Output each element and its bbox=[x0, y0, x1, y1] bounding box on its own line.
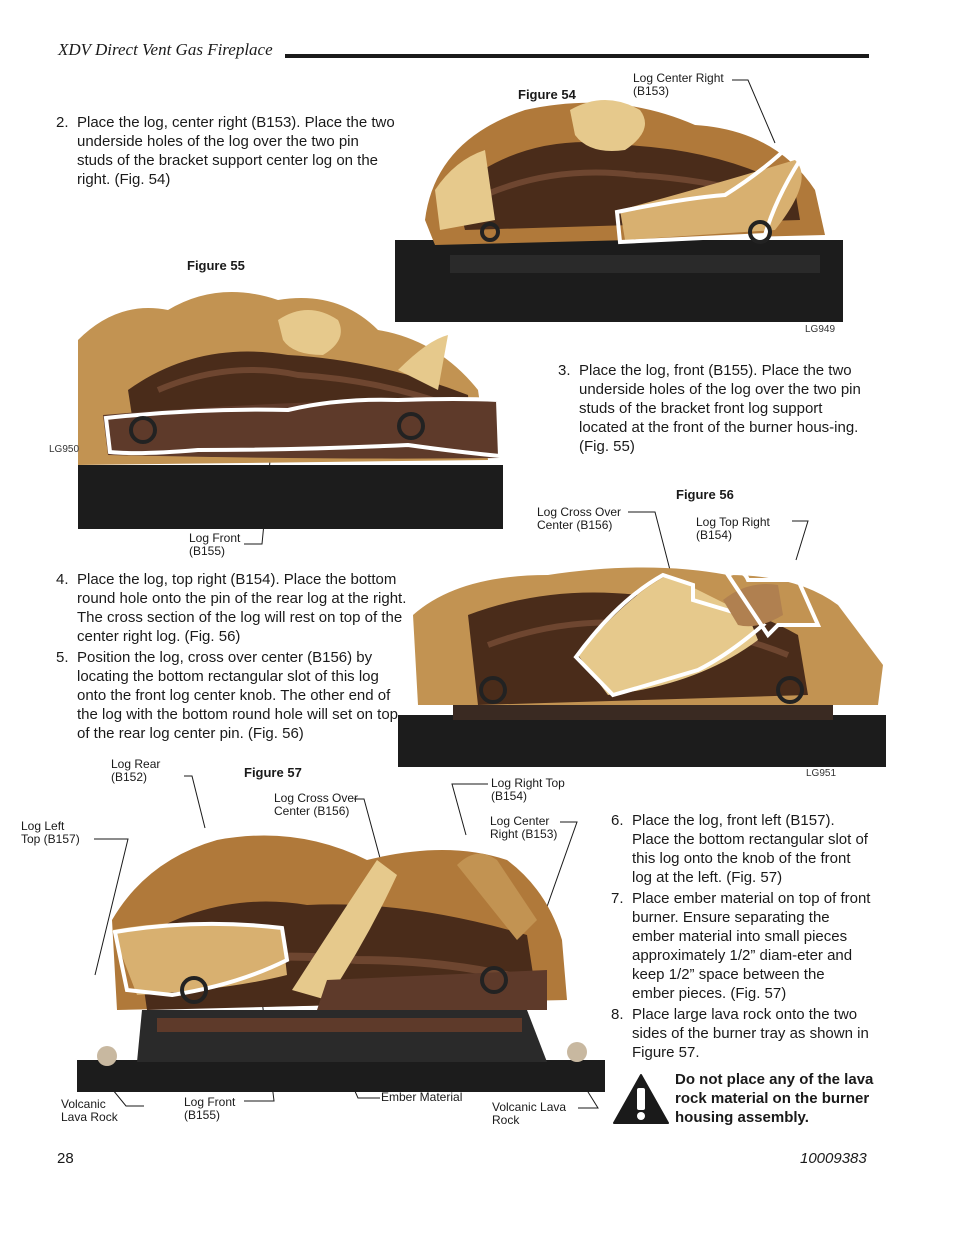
callout-log-rear-57 bbox=[111, 758, 160, 784]
callout-line: Ember Material bbox=[381, 1090, 463, 1104]
callout-log-front-57 bbox=[184, 1096, 235, 1122]
callout-line: Volcanic Lava bbox=[492, 1100, 567, 1114]
callout-log-front-55 bbox=[189, 532, 240, 558]
figure-55-code: LG950 bbox=[49, 444, 80, 455]
callout-line: (B155) bbox=[184, 1108, 221, 1122]
step-text: Place large lava rock onto the two sides of the burner tray as shown in Figure 57. bbox=[632, 1006, 869, 1061]
step-number: 2. bbox=[56, 114, 69, 131]
figure-56-code: LG951 bbox=[806, 768, 837, 779]
callout-log-cross-over-56 bbox=[537, 506, 621, 532]
callout-line: (B154) bbox=[491, 789, 528, 803]
step-number: 8. bbox=[611, 1006, 624, 1023]
callout-line: Log Right Top bbox=[491, 776, 565, 790]
step-number: 3. bbox=[558, 362, 571, 379]
callout-volcanic-lava-rock-right bbox=[492, 1101, 566, 1127]
callout-volcanic-lava-rock-left bbox=[61, 1098, 118, 1124]
callout-line: (B152) bbox=[111, 770, 148, 784]
callout-line: Log Left bbox=[21, 819, 65, 833]
figure-54-code: LG949 bbox=[805, 324, 836, 335]
callout-log-left-top-57 bbox=[21, 820, 80, 846]
step-8 bbox=[611, 1005, 871, 1062]
callout-line: (B155) bbox=[189, 544, 226, 558]
callout-log-right-top-57 bbox=[491, 777, 565, 803]
callout-log-cross-over-57 bbox=[274, 792, 358, 818]
callout-line: Log Center bbox=[490, 814, 550, 828]
step-number: 4. bbox=[56, 571, 69, 588]
page-number: 28 bbox=[57, 1150, 74, 1167]
callout-line: Center (B156) bbox=[537, 518, 613, 532]
figure-57-title: Figure 57 bbox=[244, 765, 302, 780]
callout-line: Log Front bbox=[189, 531, 241, 545]
step-6 bbox=[611, 811, 871, 887]
figure-57-photo bbox=[77, 820, 605, 1092]
callout-line: Volcanic bbox=[61, 1097, 106, 1111]
header-title: XDV Direct Vent Gas Fireplace bbox=[58, 40, 273, 59]
callout-line: Log Top Right bbox=[696, 515, 770, 529]
step-number: 5. bbox=[56, 649, 69, 666]
callout-line: Lava Rock bbox=[61, 1110, 118, 1124]
figure-54-title: Figure 54 bbox=[518, 87, 576, 102]
callout-line: (B153) bbox=[633, 84, 670, 98]
step-text: Place the log, front (B155). Place the two underside holes of the log over the two pin studs of the bracket front log support located at the front of the burner hous-ing. (Fig. 55) bbox=[579, 362, 861, 455]
callout-log-top-right-56 bbox=[696, 516, 770, 542]
callout-line: Log Center Right bbox=[633, 71, 724, 85]
callout-line: Right (B153) bbox=[490, 827, 558, 841]
step-text: Position the log, cross over center (B156) by locating the bottom rectangular slot of this log onto the front log center knob. The other end of the log with the bottom round hole will set on top of the rear log center pin. (Fig. 56) bbox=[77, 649, 399, 742]
figure-55-title: Figure 55 bbox=[187, 258, 245, 273]
warning-text: Do not place any of the lava rock material on the burner housing assembly. bbox=[675, 1071, 874, 1126]
step-text: Place the log, front left (B157). Place the bottom rectangular slot of this log onto the knob of the front log at the left. (Fig. 57) bbox=[632, 812, 868, 886]
step-number: 7. bbox=[611, 890, 624, 907]
callout-line: Log Rear bbox=[111, 757, 161, 771]
figure-55-photo bbox=[78, 280, 503, 529]
callout-line: Log Cross Over bbox=[274, 791, 359, 805]
callout-ember-material bbox=[381, 1091, 462, 1104]
document-number: 10009383 bbox=[800, 1150, 867, 1167]
callout-line: Top (B157) bbox=[21, 832, 80, 846]
callout-line: (B154) bbox=[696, 528, 733, 542]
callout-line: Log Cross Over bbox=[537, 505, 622, 519]
step-text: Place the log, top right (B154). Place the bottom round hole onto the pin of the rear log at the right. The cross section of the log will rest on top of the center right log. (Fig. 56) bbox=[77, 571, 407, 645]
step-number: 6. bbox=[611, 812, 624, 829]
figure-56-title: Figure 56 bbox=[676, 487, 734, 502]
step-7 bbox=[611, 889, 871, 1003]
step-text: Place the log, center right (B153). Place the two underside holes of the log over the two pin studs of the bracket support center log on the right. (Fig. 54) bbox=[77, 114, 395, 188]
callout-line: Rock bbox=[492, 1113, 520, 1127]
step-3 bbox=[558, 361, 868, 456]
step-5 bbox=[56, 648, 412, 743]
callout-line: Center (B156) bbox=[274, 804, 350, 818]
figure-56-photo bbox=[398, 555, 886, 767]
callout-line: Log Front bbox=[184, 1095, 236, 1109]
warning-triangle-icon bbox=[612, 1073, 670, 1125]
step-text: Place ember material on top of front burner. Ensure separating the ember material into small pieces approximately 1/2” diam-eter and keep 1/2” space between the ember pieces. (Fig. 57) bbox=[632, 890, 871, 1002]
step-4 bbox=[56, 570, 412, 646]
